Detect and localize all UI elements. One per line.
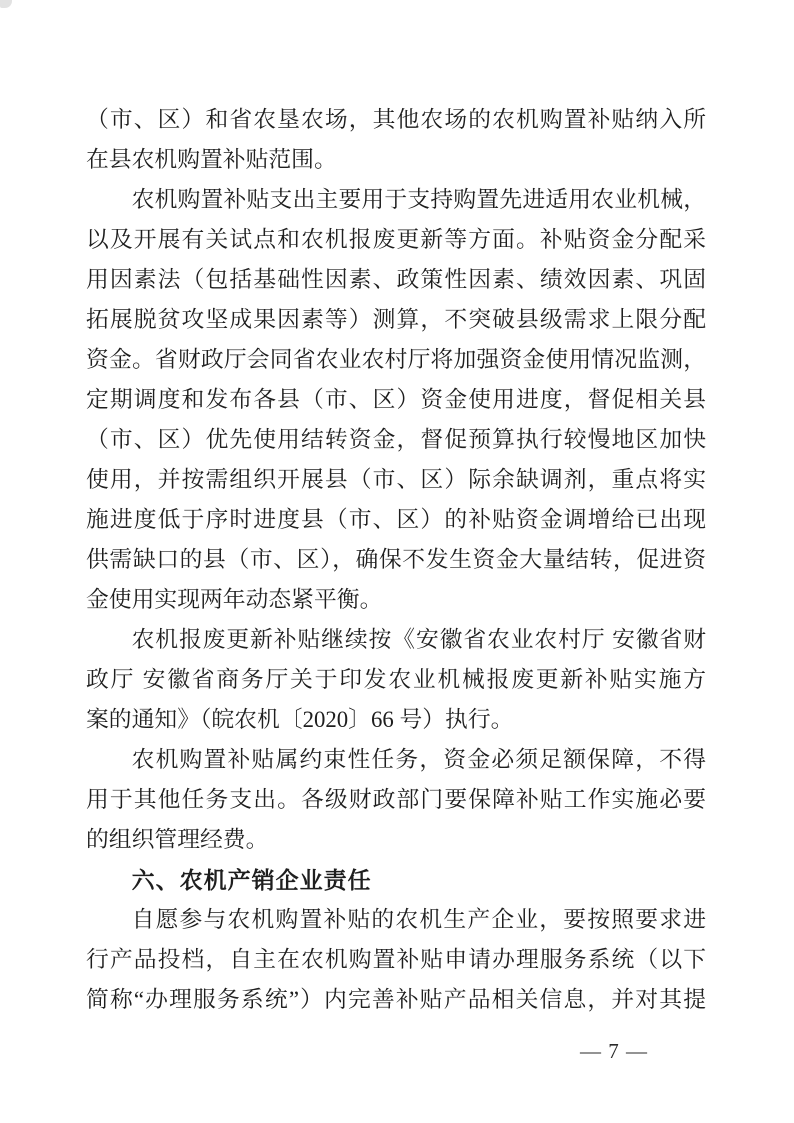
text-line: 农机报废更新补贴继续按《安徽省农业农村厅 安徽省财 (131, 627, 706, 652)
text-line: 案的通知》（皖农机〔2020〕66 号）执行。 (86, 707, 514, 732)
text-line: 农机购置补贴支出主要用于支持购置先进适用农业机械， (131, 187, 706, 212)
text-line: 拓展脱贫攻坚成果因素等）测算，不突破县级需求上限分配 (86, 307, 706, 332)
page-number: — 7 — (580, 1039, 648, 1063)
text-line: 简称“办理服务系统”）内完善补贴产品相关信息，并对其提 (86, 987, 706, 1012)
text-line: 行产品投档，自主在农机购置补贴申请办理服务系统（以下 (86, 947, 706, 972)
text-line: 定期调度和发布各县（市、区）资金使用进度，督促相关县 (86, 387, 706, 412)
text-line: 金使用实现两年动态紧平衡。 (86, 587, 383, 612)
text-line: （市、区）和省农垦农场，其他农场的农机购置补贴纳入所 (86, 107, 706, 132)
text-line: 在县农机购置补贴范围。 (86, 147, 337, 172)
text-line: 施进度低于序时进度县（市、区）的补贴资金调增给已出现 (86, 507, 706, 532)
text-line: 政厅 安徽省商务厅关于印发农业机械报废更新补贴实施方 (86, 667, 706, 692)
text-line: 用因素法（包括基础性因素、政策性因素、绩效因素、巩固 (86, 267, 706, 292)
document-body (86, 100, 706, 1020)
text-line: 用于其他任务支出。各级财政部门要保障补贴工作实施必要 (86, 787, 706, 812)
text-line: 自愿参与农机购置补贴的农机生产企业，要按照要求进 (131, 907, 706, 932)
text-line: 的组织管理经费。 (86, 827, 269, 852)
text-line: （市、区）优先使用结转资金，督促预算执行较慢地区加快 (86, 427, 706, 452)
text-line: 以及开展有关试点和农机报废更新等方面。补贴资金分配采 (86, 227, 706, 252)
text-line: 使用，并按需组织开展县（市、区）际余缺调剂，重点将实 (86, 467, 706, 492)
text-line: 供需缺口的县（市、区），确保不发生资金大量结转，促进资 (86, 547, 706, 572)
scan-artifact (0, 0, 12, 8)
text-line: 农机购置补贴属约束性任务，资金必须足额保障，不得 (131, 747, 706, 772)
text-line: 资金。省财政厅会同省农业农村厅将加强资金使用情况监测， (86, 347, 706, 372)
section-heading: 六、农机产销企业责任 (131, 867, 372, 893)
